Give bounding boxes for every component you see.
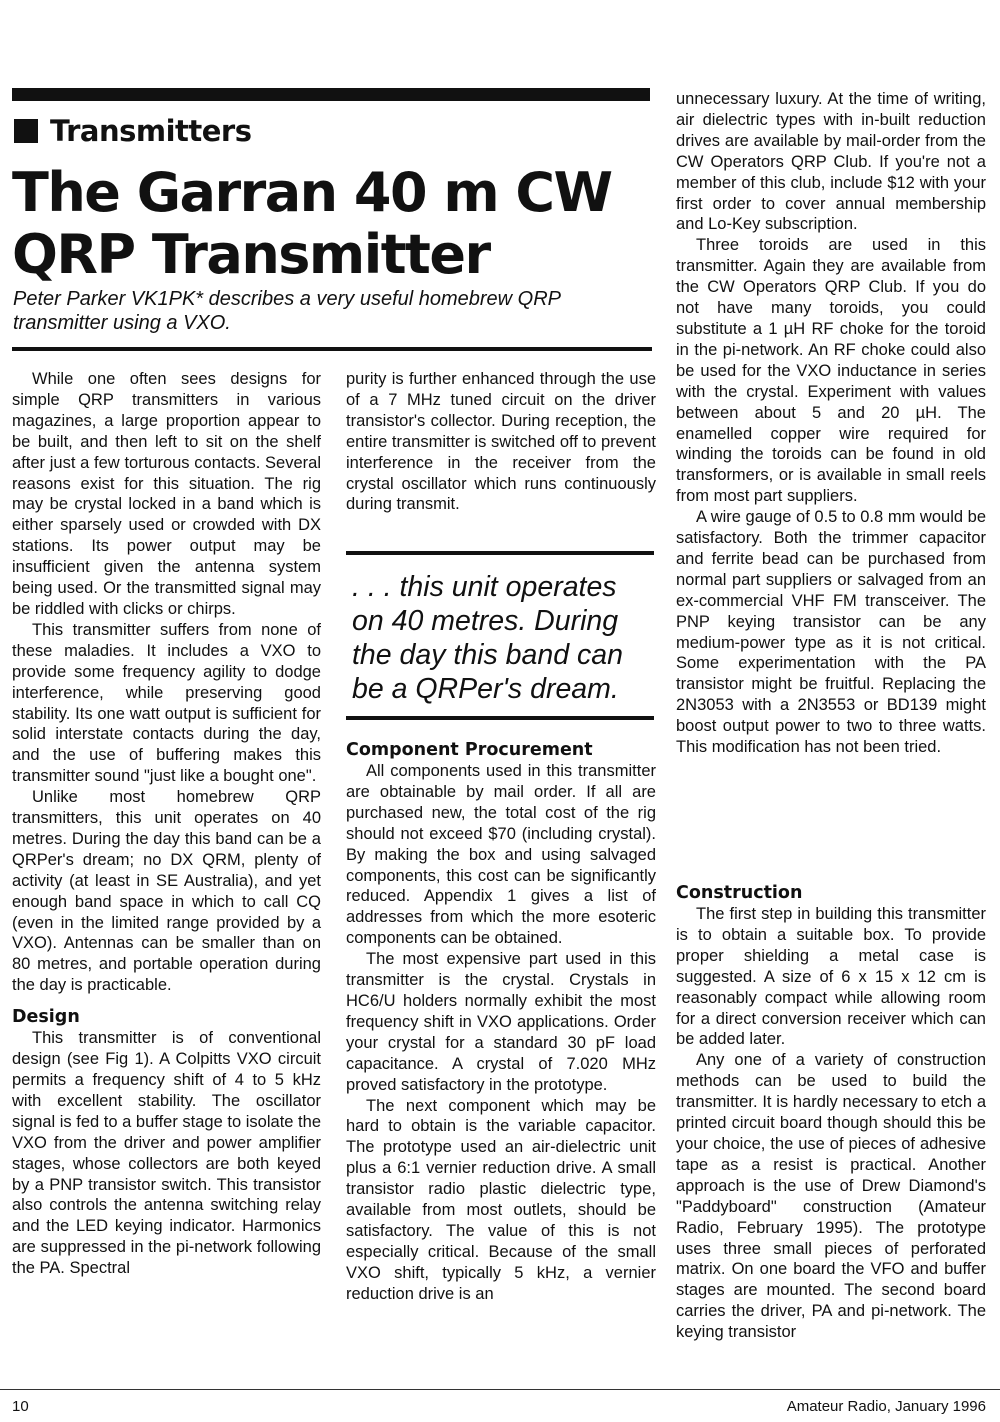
paragraph: Three toroids are used in this transmitter. Again they are available from the CW Operators QRP Club. If you do not have many toroids, you could substitute a 1 µH RF choke for the toroid in the pi-network. An RF choke could also be used for the VXO inductance in series with the crystal. Experiment with values between about 5 and 20 µH. The enamelled copper wire required for winding the toroids can be found in old transformers, or is available in small reels from most part suppliers. [676, 236, 986, 506]
paragraph: The next component which may be hard to obtain is the variable capacitor. The prototype used an air-dielectric unit plus a 6:1 vernier reduction drive. A small transistor radio plastic dielectric type, available from most outlets, should be satisfactory. The value of this is not especially critical. Because of the small VXO shift, typically 5 kHz, a vernier reduction drive is an [346, 1096, 656, 1303]
footer-rule [0, 1389, 1000, 1390]
paragraph: Any one of a variety of construction methods can be used to build the transmitter. It is hardly necessary to etch a printed circuit board though should this be your choice, the use of pieces of adhesive tape as a resist is practical. Another approach is the use of Drew Diamond's "Paddyboard" construction (Amateur Radio, February 1995). The prototype uses three small pieces of perforated matrix. On one board the VFO and buffer stages are mounted. The second board carries the driver, PA and pi-network. The keying transistor [676, 1051, 986, 1342]
column-1 [12, 369, 321, 1279]
column-2-bottom [346, 739, 656, 1305]
paragraph: While one often sees designs for simple QRP transmitters in various magazines, a large proportion appear to be built, and then left to sit on the shelf after just a few torturous contacts. Several reasons exist for this situation. The rig may be crystal locked in a band which is either sparsely used or crowded with DX stations. Its power output may be insufficient given the antenna system being used. Or the transmitted signal may be riddled with clicks or chirps. [12, 370, 321, 618]
paragraph: purity is further enhanced through the use of a 7 MHz tuned circuit on the driver transistor's collector. During reception, the entire transmitter is switched off to prevent interference in the receiver from the crystal oscillator which runs continuously during transmit. [346, 370, 656, 514]
section-heading [14, 114, 252, 148]
pullquote-rule-bottom [346, 716, 654, 720]
paragraph: A wire gauge of 0.5 to 0.8 mm would be satisfactory. Both the trimmer capacitor and ferrite bead can be purchased from normal part suppliers or salvaged from an ex-commercial VHF FM transceiver. The PNP keying transistor can be any medium-power type as it is not critical. Some experimentation with the PA transistor might be fruitful. Replacing the 2N3053 with a 2N3553 or BD139 might boost output power to two to three watts. This modification has not been tried. [676, 508, 986, 757]
paragraph: Unlike most homebrew QRP transmitters, this unit operates on 40 metres. During the day this band can be a QRPer's dream; no DX QRM, plenty of activity (at least in SE Australia), and yet enough band space in which to call CQ (even in the limited range provided by a VXO). Antennas can be smaller than on 80 metres, and portable operation during the day is practicable. [12, 788, 321, 995]
paragraph: The most expensive part used in this transmitter is the crystal. Crystals in HC6/U holders normally exhibit the most frequency shift in VXO applications. Order your crystal for a standard 30 pF load capacitance. A crystal of 7.020 MHz proved satisfactory in the prototype. [346, 950, 656, 1094]
column-3-bottom [676, 882, 986, 1343]
pullquote: . . . this unit operates on 40 metres. During the day this band can be a QRPer's dream. [352, 571, 623, 705]
header-rule [12, 88, 650, 101]
pullquote-rule-top [346, 551, 654, 555]
column-3-top [676, 89, 986, 758]
column-2-top [346, 369, 656, 515]
paragraph: unnecessary luxury. At the time of writing, air dielectric types with in-built reduction drives are available by mail-order from the CW Operators QRP Club. If you're not a member of this club, include $12 with your first order to cover annual membership and Lo-Key subscription. [676, 90, 986, 234]
heading-component-procurement: Component Procurement [346, 740, 593, 760]
paragraph: This transmitter suffers from none of these maladies. It includes a VXO to provide some frequency agility to dodge interference, while preserving good stability. Its one watt output is sufficient for solid interstate contacts during the day, and the use of buffering makes this transmitter sound "just like a bought one". [12, 620, 321, 786]
paragraph: All components used in this transmitter are obtainable by mail order. If all are purchased new, the total cost of the rig should not exceed $70 (including crystal). By making the box and using salvaged components, this cost can be significantly reduced. Appendix 1 gives a list of addresses from which the more esoteric components can be obtained. [346, 762, 656, 948]
page-number: 10 [12, 1398, 29, 1415]
title-rule [12, 347, 652, 351]
heading-construction: Construction [676, 883, 803, 903]
article-title: The Garran 40 m CW QRP Transmitter [12, 161, 612, 286]
paragraph: The first step in building this transmitter is to obtain a suitable box. To provide proper shielding a metal case is suggested. A size of 6 x 15 x 12 cm is reasonably compact while allowing room for a direct conversion receiver which can be added later. [676, 905, 986, 1049]
square-bullet-icon [14, 119, 38, 143]
running-footer: Amateur Radio, January 1996 [786, 1398, 986, 1415]
article-subtitle: Peter Parker VK1PK* describes a very useful homebrew QRP transmitter using a VXO. [13, 288, 561, 334]
section-label: Transmitters [50, 114, 252, 148]
paragraph: This transmitter is of conventional design (see Fig 1). A Colpitts VXO circuit permits a frequency shift of 4 to 5 kHz with excellent stability. The oscillator signal is fed to a buffer stage to isolate the VXO from the driver and power amplifier stages, whose collectors are both keyed by a PNP transistor switch. This transistor also controls the antenna switching relay and the LED keying indicator. Harmonics are suppressed in the pi-network following the PA. Spectral [12, 1029, 321, 1278]
heading-design: Design [12, 1007, 80, 1028]
